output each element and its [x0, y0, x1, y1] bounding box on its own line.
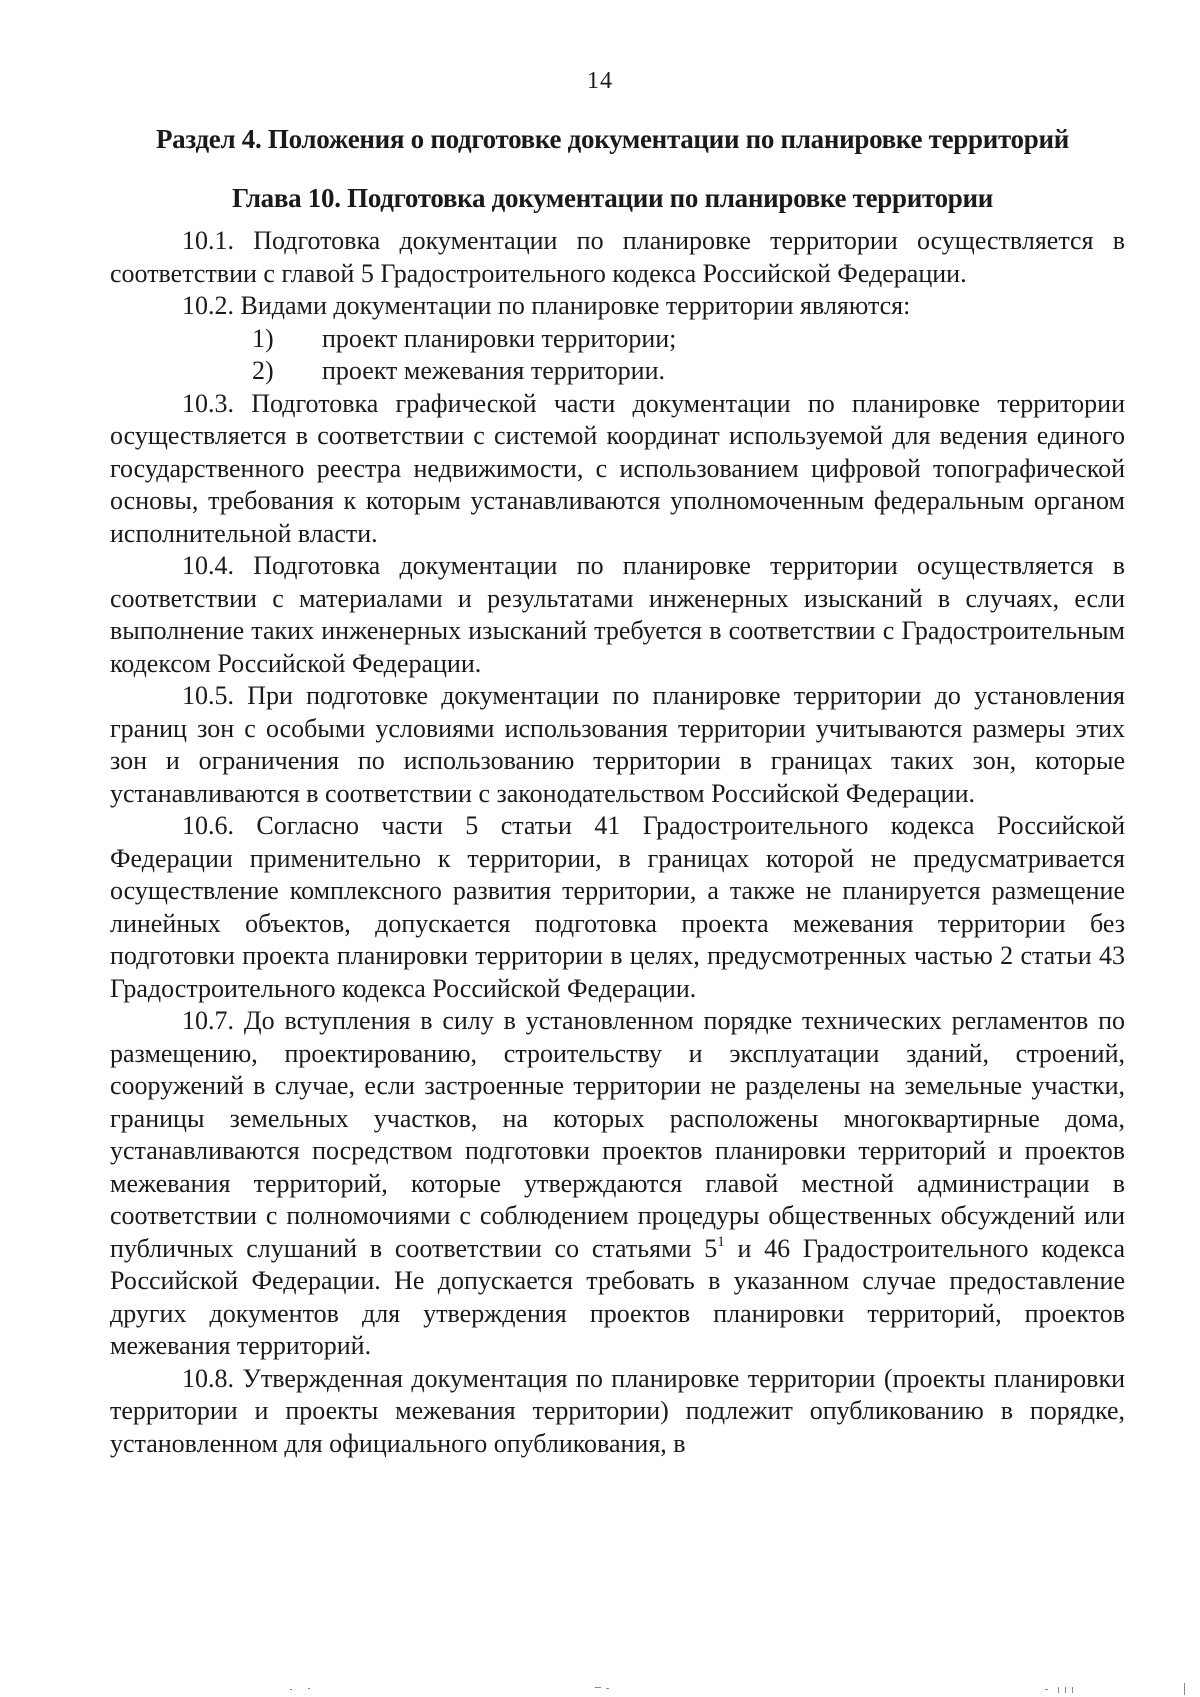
list-item-number: 2): [252, 356, 274, 385]
document-body: [110, 225, 1125, 1460]
paragraph-10-5: [110, 680, 1125, 810]
paragraph-text-continued: и 46 Градостроительного кодекса Российской Федерации. Не допускается требовать в указанном случае предоставление других документов для утверждения проектов планировки территорий, проектов межевания территорий.: [110, 1233, 1125, 1360]
paragraph-text: До вступления в силу в установленном порядке технических регламентов по размещению, проектированию, строительству и эксплуатации зданий, строений, сооружений в случае, если застроенные территории не разделены на земельные участки, границы земельных участков, на которых расположены многоквартирные дома, устанавливаются посредством подготовки проектов планировки территорий и проектов межевания территорий, которые утверждаются главой местной администрации в соответствии с полномочиями с соблюдением процедуры общественных обсуждений или публичных слушаний в соответствии со статьями 5: [110, 1006, 1125, 1263]
paragraph-text: Согласно части 5 статьи 41 Градостроительного кодекса Российской Федерации применительно к территории, в границах которой не предусматривается осуществление комплексного развития территории, а также не планируется размещение линейных объектов, допускается подготовка проекта межевания территории без подготовки проекта планировки территории в целях, предусмотренных частью 2 статьи 43 Градостроительного кодекса Российской Федерации.: [110, 811, 1125, 1003]
paragraph-10-2: [110, 290, 1125, 323]
paragraph-text: Утвержденная документация по планировке территории (проекты планировки территории и проекты межевания территории) подлежит опубликованию в порядке, установленном для официального опубликования, в: [110, 1363, 1125, 1458]
list-item: [110, 323, 1125, 356]
list-item-text: проект межевания территории.: [322, 356, 666, 385]
paragraph-number: 10.3.: [182, 388, 234, 418]
paragraph-number: 10.2.: [182, 291, 234, 320]
scan-artifacts: [0, 1677, 1200, 1697]
superscript: 1: [717, 1233, 725, 1250]
paragraph-10-3: [110, 388, 1125, 551]
paragraph-number: 10.6.: [182, 811, 234, 840]
paragraph-text: Видами документации по планировке территории являются:: [240, 291, 911, 320]
list-item-text: проект планировки территории;: [322, 323, 677, 353]
list-item-number: 1): [252, 323, 274, 353]
paragraph-text: При подготовке документации по планировке территории до установления границ зон с особыми условиями использования территории учитываются размеры этих зон и ограничения по использованию территории в границах таких зон, которые устанавливаются в соответствии с законодательством Российской Федерации.: [110, 681, 1125, 808]
paragraph-text: Подготовка графической части документации по планировке территории осуществляется в соответствии с системой координат используемой для ведения единого государственного реестра недвижимости, с использованием цифровой топографической основы, требования к которым устанавливаются уполномоченным федеральным органом исполнительной власти.: [110, 388, 1126, 548]
paragraph-number: 10.7.: [182, 1006, 234, 1035]
paragraph-number: 10.4.: [182, 551, 234, 580]
paragraph-10-7: [110, 1005, 1125, 1363]
list-item: [110, 355, 1125, 388]
paragraph-number: 10.5.: [182, 681, 234, 710]
paragraph-number: 10.8.: [182, 1363, 234, 1393]
chapter-title: Глава 10. Подготовка документации по планировке территории: [232, 183, 993, 213]
paragraph-text: Подготовка документации по планировке территории осуществляется в соответствии с материалами и результатами инженерных изысканий в случаях, если выполнение таких инженерных изысканий требуется в соответствии с Градостроительным кодексом Российской Федерации.: [110, 551, 1125, 678]
section-title: Раздел 4. Положения о подготовке документации по планировке территорий: [155, 124, 1069, 154]
paragraph-10-8: [110, 1363, 1125, 1461]
paragraph-10-6: [110, 810, 1125, 1005]
paragraph-text: Подготовка документации по планировке территории осуществляется в соответствии с главой 5 Градостроительного кодекса Российской Федерации.: [110, 226, 1125, 288]
page-number: 14: [587, 68, 613, 94]
paragraph-number: 10.1.: [182, 226, 234, 255]
paragraph-10-4: [110, 550, 1125, 680]
paragraph-10-1: [110, 225, 1125, 290]
